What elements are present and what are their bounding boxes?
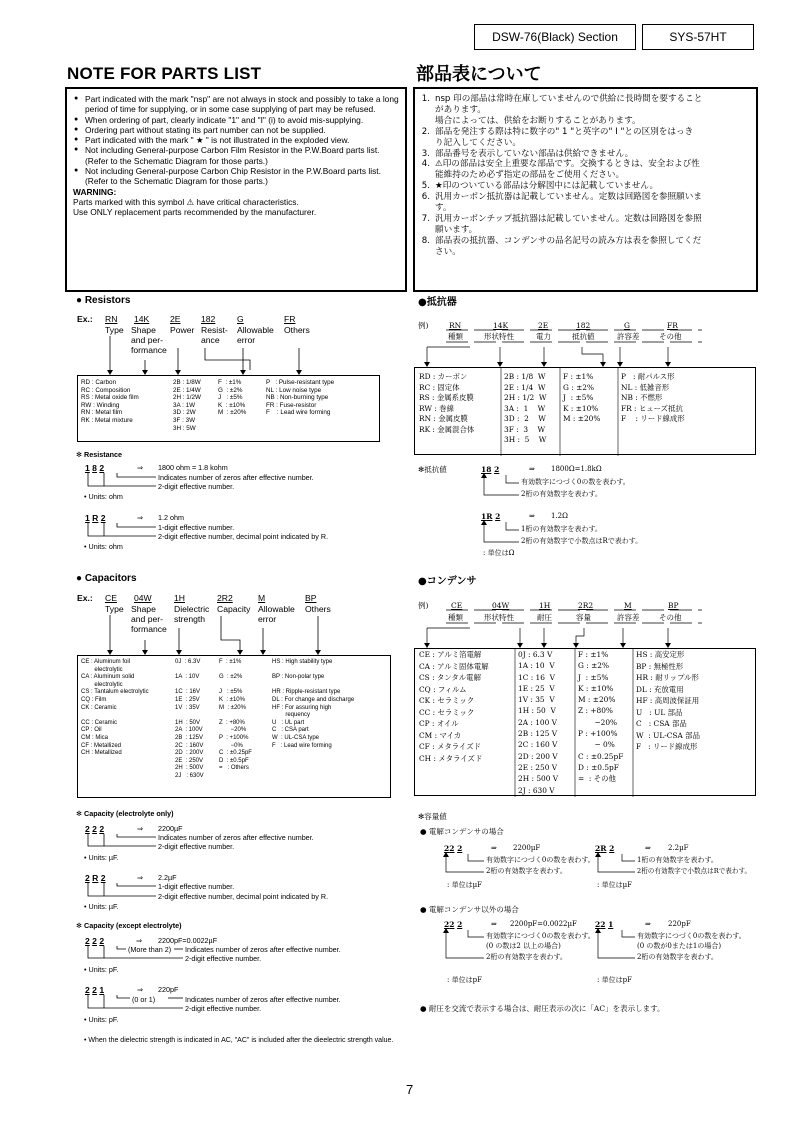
- cap-c3-zeros: Indicates number of zeros after effective number.: [185, 945, 341, 954]
- cap-c4-units: • Units: pF.: [84, 1015, 119, 1024]
- res-ex1-zeros: Indicates number of zeros after effective number.: [158, 473, 314, 482]
- cap-label-shape: Shape and per- formance: [131, 604, 167, 634]
- note-ja: 2. 部品を発注する際は特に数字の" 1 "と英字の" I "との区別をはっき: [421, 126, 694, 137]
- note-ja: 1. nsp 印の部品は常時在庫していませんので供給に長時間を要すること: [421, 94, 703, 104]
- cap-label-others: Others: [305, 604, 331, 614]
- note-en: ● Part indicated with the mark " ★ " is not illustrated in the exploded view.: [74, 135, 350, 146]
- note-ja-cont: 場合によっては、供給をお断りすることがあります。: [435, 115, 641, 126]
- capacitors-heading: ● Capacitors: [76, 573, 137, 584]
- page-number: 7: [406, 1082, 414, 1097]
- cap-c1-units: • Units: µF.: [84, 853, 119, 862]
- res-label-type: Type: [105, 325, 124, 335]
- cap-ja-label-shape: 形状特性: [484, 613, 514, 622]
- model-label: SYS-57HT: [642, 24, 754, 50]
- cap-ja-c3-zeros2: (0 の数は2 以上の場合): [486, 942, 561, 950]
- note-ja: 6. 汎用カーボン抵抗器は記載していません。定数は回路図を参照願いま: [421, 192, 702, 203]
- res-ja-label-others: その他: [659, 332, 682, 341]
- cap-ja-code-error: M: [624, 601, 632, 610]
- res-ex2-units: • Units: ohm: [84, 542, 123, 551]
- cap-ja-c3-digits: 22 2: [444, 920, 463, 929]
- cap-c1-digits: 2 2 2: [85, 824, 105, 834]
- cap-ja-c3-value: 2200pF=0.0022µF: [510, 920, 577, 928]
- cap-ac-note: • When the dielectric strength is indicated in AC, "AC" is included after the dieelectric strength value.: [84, 1037, 394, 1044]
- capacitors-ja-ex: 例): [418, 601, 429, 610]
- res-ex1-value: 1800 ohm = 1.8 kohm: [158, 463, 228, 472]
- note-ja-cont: さい。: [435, 246, 461, 257]
- res-table-others-col: P : Pulse-resistant type NL : Low noise type NB : Non-burning type FR : Fuse-resistor F : Lead wire forming: [266, 379, 335, 417]
- capacitors-ex: Ex.:: [77, 593, 93, 603]
- resistors-ex: Ex.:: [77, 314, 93, 324]
- note-en: ● When ordering of part, clearly indicate "1" and "I" (i) to avoid mis-supplying.: [74, 114, 364, 125]
- note-ja: 4. ⚠印の部品は安全上重要な部品です。交換するときは、安全および性: [421, 159, 700, 170]
- page-title-ja: 部品表について: [416, 64, 542, 85]
- cap-ja-sub-electrolyte: ● 電解コンデンサの場合: [420, 827, 504, 836]
- cap-c4-digits: 2 2 1: [85, 985, 105, 995]
- res-table-power-col: 2B : 1/8W 2E : 1/4W 2H : 1/2W 3A : 1W 3D : 2W 3F : 3W 3H : 5W: [173, 379, 201, 432]
- res-ja-table-others-col: P : 耐パルス形 NL : 低雑音形 NB : 不燃形 FR : ヒューズ抵抗 F : リード線成形: [621, 372, 685, 423]
- res-ja-label-error: 許容差: [617, 332, 640, 341]
- cap-ja-code-dielectric: 1H: [539, 601, 551, 610]
- cap-code-dielectric: 1H: [174, 593, 185, 603]
- res-ex2-digits: 1 R 2: [85, 513, 106, 523]
- cap-c3-more: (More than 2): [128, 945, 172, 954]
- cap-ja-c3-zeros: 有効数字につづく0の数を表わす。: [486, 932, 595, 940]
- cap-c2-eff2: 2-digit effective number, decimal point indicated by R.: [158, 892, 329, 901]
- res-ja-ex2-arrow: ⇒: [529, 512, 535, 520]
- res-ja-code-others: FR: [667, 321, 678, 330]
- cap-ja-sub: ✻容量値: [418, 812, 447, 821]
- cap-label-error: Allowable error: [258, 604, 295, 624]
- res-ex1-eff: 2-digit effective number.: [158, 482, 235, 491]
- note-ja-cont: 願います。: [435, 224, 478, 235]
- cap-c4-zeros: Indicates number of zeros after effective number.: [185, 995, 341, 1004]
- cap-label-type: Type: [105, 604, 124, 614]
- res-ja-ex1-eff: 2桁の有効数字を表わす。: [521, 490, 602, 498]
- cap-ja-c2-arrow: ⇒: [645, 844, 651, 852]
- cap-ja-ac-note: ● 耐圧を交流で表示する場合は、耐圧表示の次に「AC」を表示します。: [420, 1004, 665, 1013]
- res-ja-ex2-eff2: 2桁の有効数字で小数点はRで表わす。: [521, 537, 643, 545]
- note-ja: 7. 汎用カーボンチップ抵抗器は記載していません。定数は回路図を参照: [421, 213, 702, 224]
- cap-c2-eff1: 1-digit effective number.: [158, 882, 235, 891]
- res-label-resistance: Resist- ance: [201, 325, 228, 345]
- page-title-en: NOTE FOR PARTS LIST: [67, 64, 262, 83]
- cap-table-error-col: F : ±1% G : ±2% J : ±5% K : ±10% M : ±20% Z : +80% −20% P : +100% −0% C : ±0.25pF D : ±0.5pF = : Others: [219, 659, 252, 772]
- cap-ja-label-type: 種類: [448, 613, 463, 622]
- cap-code-others: BP: [305, 593, 317, 603]
- note-en: ● Not including General-purpose Carbon Chip Resistor in the P.W.Board parts list. (Refer to the Schematic Diagram for those parts.): [74, 166, 381, 187]
- note-en: ● Not including General-purpose Carbon Film Resistor in the P.W.Board parts list. (Refer to the Schematic Diagram for those parts.): [74, 145, 380, 166]
- note-ja-cont: り記入してください。: [435, 137, 521, 148]
- note-en: ● Ordering part without stating its part number can not be supplied.: [74, 124, 326, 135]
- res-ja-label-shape: 形状特性: [484, 332, 514, 341]
- res-ja-code-shape: 14K: [493, 321, 509, 330]
- cap-ja-c1-eff: 2桁の有効数字を表わす。: [486, 867, 567, 875]
- res-table-type-col: RD : Carbon RC : Composition RS : Metal oxide film RW : Winding RN : Metal film RK : Metal mixture: [81, 379, 139, 424]
- cap-c4-value: 220pF: [158, 985, 179, 994]
- cap-ja-c1-value: 2200µF: [513, 844, 541, 852]
- cap-ja-c4-zeros: 有効数字につづく0の数を表わす。: [637, 932, 746, 940]
- note-ja: 8. 部品表の抵抗器、コンデンサの品名記号の読み方は表を参照してくだ: [421, 235, 702, 246]
- resistance-sub: ✻ Resistance: [76, 450, 122, 459]
- cap-code-error: M: [258, 593, 266, 603]
- cap-ja-c1-units: : 単位はµF: [447, 881, 482, 889]
- warning-title: WARNING:: [73, 186, 117, 197]
- cap-sub-electrolyte: ✻ Capacity (electrolyte only): [76, 809, 174, 818]
- note-en: ● Part indicated with the mark "nsp" are not always in stock and possibly to take a long period of time for supplying, or in some case supplying of part may be refused.: [74, 94, 399, 115]
- res-ex1-digits: 1 8 2: [85, 463, 105, 473]
- cap-ja-code-type: CE: [451, 601, 463, 610]
- cap-ja-c3-units: : 単位はpF: [447, 976, 482, 984]
- res-ja-code-error: G: [624, 321, 630, 330]
- res-ja-ex2-units: : 単位はΩ: [483, 549, 515, 557]
- res-ja-code-resistance: 182: [576, 321, 591, 330]
- res-ja-ex1-digits: 18 2: [481, 465, 500, 474]
- cap-table-others-col: HS : High stability type BP : Non-polar type HR : Ripple-resistant type DL : For change and discharge HF : For assuring high requency U : UL part C : CSA part W : UL-CSA type F : Lead wire forming: [272, 659, 355, 749]
- cap-c3-arrow: ⇒: [136, 936, 143, 945]
- cap-ja-code-shape: 04W: [492, 601, 510, 610]
- res-table-error-col: F : ±1% G : ±2% J : ±5% K : ±10% M : ±20%: [218, 379, 247, 417]
- cap-table-dielectric-col: 0J : 6.3V 1A : 10V 1C : 16V 1E : 25V 1V : 35V 1H : 50V 2A : 100V 2B : 125V 2C : 160V 2D : 200V 2E : 250V 2H : 500V 2J : 630V: [175, 659, 204, 779]
- res-label-error: Allowable error: [237, 325, 274, 345]
- cap-c2-value: 2.2µF: [158, 873, 177, 882]
- cap-c1-zeros: Indicates number of zeros after effective number.: [158, 833, 314, 842]
- cap-ja-c2-eff2: 2桁の有効数字で小数点はRで表わす。: [637, 867, 752, 875]
- cap-label-dielectric: Dielectric strength: [174, 604, 210, 624]
- cap-ja-c2-digits: 2R 2: [595, 844, 615, 853]
- cap-code-capacity: 2R2: [217, 593, 233, 603]
- res-ex2-eff1: 1-digit effective number.: [158, 523, 235, 532]
- cap-ja-label-error: 許容差: [617, 613, 640, 622]
- res-label-shape: Shape and per- formance: [131, 325, 167, 355]
- cap-ja-c1-zeros: 有効数字につづく0の数を表わす。: [486, 856, 595, 864]
- cap-ja-c2-value: 2.2µF: [668, 844, 689, 852]
- note-ja-cont: 能維持のため必ず指定の部品をご使用ください。: [435, 170, 625, 181]
- resistors-ja-ex: 例): [418, 321, 429, 330]
- res-ja-code-power: 2E: [538, 321, 549, 330]
- res-ja-ex2-digits: 1R 2: [481, 512, 501, 521]
- res-ja-ex1-value: 1800Ω=1.8kΩ: [551, 465, 602, 473]
- capacitors-ja-heading: ●コンデンサ: [418, 576, 477, 587]
- cap-c4-more: (0 or 1): [132, 995, 156, 1004]
- res-ja-ex2-value: 1.2Ω: [551, 512, 568, 520]
- cap-ja-table-error-col: F : ±1% G : ±2% J : ±5% K : ±10% M : ±20% Z : +80% −20% P : +100% − 0% C : ±0.25pF D : ±0.5pF = : その他: [578, 650, 624, 784]
- cap-sub-except: ✻ Capacity (except electrolyte): [76, 921, 182, 930]
- cap-ja-table-type-col: CE : アルミ箔電解 CA : アルミ固体電解 CS : タンタル電解 CQ : フィルム CK : セラミック CC : セラミック CP : オイル CM : マイカ CF : メタライズド CH : メタライズド: [419, 650, 489, 763]
- cap-table-type-col: CE : Aluminum foil electrolytic CA : Aluminum solid electrolytic CS : Tantalum electrolytic CQ : Film CK : Ceramic CC : Ceramic CP : Oil CM : Mica CF : Metallized CH : Metallized: [81, 659, 149, 757]
- res-ex2-arrow: ⇒: [137, 513, 144, 522]
- cap-ja-c2-units: : 単位はµF: [597, 881, 632, 889]
- res-code-power: 2E: [170, 314, 181, 324]
- res-ex2-value: 1.2 ohm: [158, 513, 184, 522]
- res-ja-table-type-col: RD : カーボン RC : 固定体 RS : 金属系皮膜 RW : 巻線 RN : 金属皮膜 RK : 金属混合体: [419, 372, 475, 434]
- res-label-power: Power: [170, 325, 195, 335]
- cap-ja-c2-eff1: 1桁の有効数字を表わす。: [637, 856, 718, 864]
- warning-line: Use ONLY replacement parts recommended by the manufacturer.: [73, 207, 317, 218]
- cap-c1-arrow: ⇒: [137, 824, 144, 833]
- cap-ja-c1-arrow: ⇒: [491, 844, 497, 852]
- cap-ja-table-dielectric-col: 0J : 6.3 V 1A : 10 V 1C : 16 V 1E : 25 V 1V : 35 V 1H : 50 V 2A : 100 V 2B : 125 V 2C : 160 V 2D : 200 V 2E : 250 V 2H : 500 V 2J : 630 V: [518, 650, 559, 795]
- res-ja-sub: ✻抵抗値: [418, 465, 447, 474]
- res-ja-label-type: 種類: [448, 332, 463, 341]
- res-ex1-arrow: ⇒: [137, 463, 144, 472]
- cap-ja-label-capacity: 容量: [576, 613, 591, 622]
- cap-ja-c4-value: 220pF: [668, 920, 691, 928]
- cap-c3-eff: 2-digit effective number.: [185, 954, 262, 963]
- res-ja-table-power-col: 2B : 1/8 W 2E : 1/4 W 2H : 1/2 W 3A : 1 W 3D : 2 W 3F : 3 W 3H : 5 W: [504, 372, 547, 444]
- cap-c2-units: • Units: µF.: [84, 902, 119, 911]
- cap-c4-arrow: ⇒: [137, 985, 144, 994]
- cap-ja-code-others: BP: [668, 601, 679, 610]
- res-label-others: Others: [284, 325, 310, 335]
- note-ja: 5. ★印のついている部品は分解図中には記載していません。: [421, 181, 659, 192]
- res-code-error: G: [237, 314, 244, 324]
- res-code-type: RN: [105, 314, 118, 324]
- cap-ja-c4-units: : 単位はpF: [597, 976, 632, 984]
- note-ja-cont: があります。: [435, 104, 486, 115]
- res-ja-table-error-col: F : ±1% G : ±2% J : ±5% K : ±10% M : ±20%: [563, 372, 601, 423]
- cap-c2-arrow: ⇒: [137, 873, 144, 882]
- res-ja-label-resistance: 抵抗値: [572, 332, 595, 341]
- cap-code-shape: 04W: [134, 593, 152, 603]
- cap-ja-c3-eff: 2桁の有効数字を表わす。: [486, 953, 567, 961]
- cap-code-type: CE: [105, 593, 117, 603]
- cap-c4-eff: 2-digit effective number.: [185, 1004, 262, 1013]
- res-ja-label-power: 電力: [536, 332, 551, 341]
- cap-ja-c1-digits: 22 2: [444, 844, 463, 853]
- cap-ja-label-dielectric: 耐圧: [537, 613, 552, 622]
- cap-c1-eff: 2-digit effective number.: [158, 842, 235, 851]
- cap-label-capacity: Capacity: [217, 604, 251, 614]
- cap-ja-c4-arrow: ⇒: [645, 920, 651, 928]
- cap-ja-c4-eff: 2桁の有効数字を表わす。: [637, 953, 718, 961]
- cap-ja-table-others-col: HS : 高安定形 BP : 無極性形 HR : 耐リップル形 DL : 充放電用 HF : 高周波保証用 U : UL 部品 C : CSA 部品 W : UL-CSA 部品 F : リード線成形: [636, 650, 700, 751]
- res-code-others: FR: [284, 314, 296, 324]
- resistors-heading: ● Resistors: [76, 295, 131, 306]
- cap-c3-value: 2200pF=0.0022µF: [158, 936, 218, 945]
- cap-ja-c4-digits: 22 1: [595, 920, 614, 929]
- res-ja-code-type: RN: [449, 321, 462, 330]
- resistors-ja-heading: ●抵抗器: [418, 297, 457, 308]
- cap-ja-label-others: その他: [659, 613, 682, 622]
- res-ex1-units: • Units: ohm: [84, 492, 123, 501]
- cap-ja-c3-arrow: ⇒: [491, 920, 497, 928]
- cap-ja-sub-except: ● 電解コンデンサ以外の場合: [420, 905, 519, 914]
- res-ja-ex1-arrow: ⇒: [529, 465, 535, 473]
- section-label: DSW-76(Black) Section: [474, 24, 636, 50]
- res-code-resistance: 182: [201, 314, 216, 324]
- res-ex2-eff2: 2-digit effective number, decimal point indicated by R.: [158, 532, 329, 541]
- res-ja-ex1-zeros: 有効数字につづく0の数を表わす。: [521, 478, 630, 486]
- cap-ja-c4-zeros2: (0 の数が0または1の場合): [637, 942, 722, 950]
- res-code-shape: 14K: [134, 314, 150, 324]
- cap-c1-value: 2200µF: [158, 824, 183, 833]
- warning-line: Parts marked with this symbol ⚠ have critical characteristics.: [73, 196, 299, 207]
- cap-c3-digits: 2 2 2: [85, 936, 105, 946]
- cap-c3-units: • Units: pF.: [84, 965, 119, 974]
- note-ja: 3. 部品番号を表示していない部品は供給できません。: [421, 148, 634, 159]
- res-ja-ex2-eff1: 1桁の有効数字を表わす。: [521, 525, 602, 533]
- cap-c2-digits: 2 R 2: [85, 873, 106, 883]
- cap-ja-code-capacity: 2R2: [578, 601, 594, 610]
- note-ja-cont: す。: [435, 203, 452, 214]
